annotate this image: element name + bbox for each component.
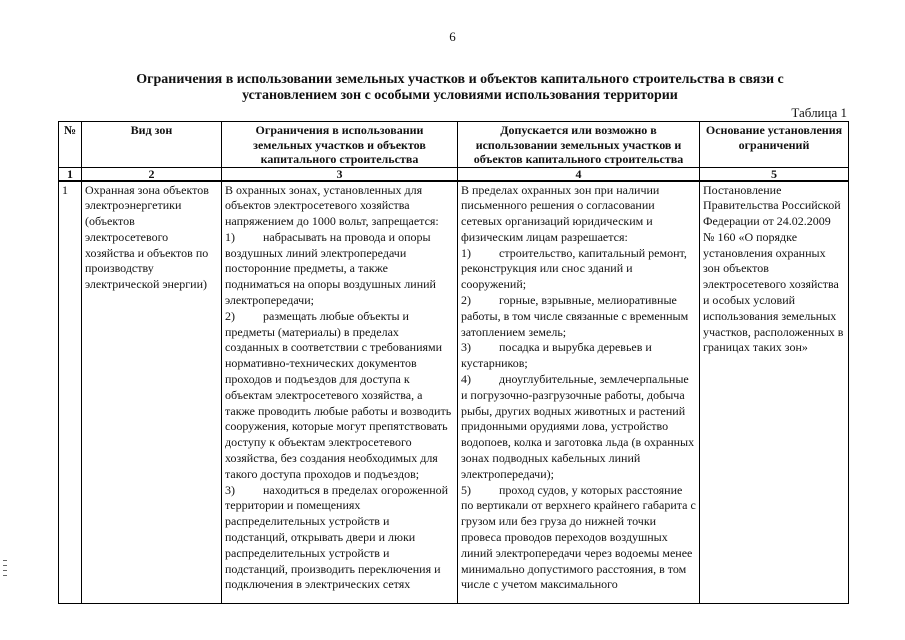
column-number: 1: [59, 167, 82, 181]
row-number: 1: [59, 181, 82, 604]
column-number: 4: [458, 167, 700, 181]
scan-mark: [3, 565, 7, 566]
table-caption: Таблица 1: [791, 105, 847, 120]
restriction-item-number: 3): [225, 482, 235, 497]
restriction-item: [225, 230, 454, 309]
table-row: [59, 181, 849, 604]
restriction-item-number: 2): [225, 308, 235, 323]
allowed-item-text: проход судов, у которых расстояние по вертикали от верхнего крайнего габарита с грузом или без груза до нижней точки провеса проводов переходов воздушных линий электропередачи через водоемы менее минимально допустимого расстояния, в том числе с учетом максимального: [461, 482, 696, 592]
column-number: 3: [222, 167, 458, 181]
header-allowed: Допускается или возможно в использовании земельных участков и объектов капитального строительства: [458, 122, 700, 168]
restriction-item: [225, 483, 454, 594]
basis-cell: Постановление Правительства Российской Федерации от 24.02.2009 № 160 «О порядке установления охранных зон объектов электросетевого хозяйства и особых условий использования земельных участков, расположенных в границах таких зон»: [700, 181, 849, 604]
allowed-intro: В пределах охранных зон при наличии письменного решения о согласовании сетевых организаций юридическим и физическим лицам разрешается:: [461, 182, 660, 244]
zone-type-cell: Охранная зона объектов электроэнергетики (объектов электросетевого хозяйства и объектов по производству электрической энергии): [82, 181, 222, 604]
scan-edge-marks: [3, 560, 7, 590]
allowed-item-number: 1): [461, 245, 471, 260]
restriction-item-number: 1): [225, 229, 235, 244]
restrictions-table: [58, 121, 849, 604]
allowed-item-text: горные, взрывные, мелиоративные работы, в том числе связанные с временным затоплением земель;: [461, 293, 689, 339]
allowed-item: [461, 293, 696, 340]
header-zone-type: Вид зон: [82, 122, 222, 168]
document-title: Ограничения в использовании земельных участков и объектов капитального строительства в связи с установлением зон с особыми условиями использования территории: [136, 72, 784, 103]
allowed-cell: [458, 181, 700, 604]
table-header-row: [59, 122, 849, 168]
header-restrictions: Ограничения в использовании земельных участков и объектов капитального строительства: [222, 122, 458, 168]
allowed-item: [461, 372, 696, 483]
allowed-item-text: дноуглубительные, землечерпальные и погрузочно-разгрузочные работы, добыча рыбы, других водных животных и растений придонными орудиями лова, устройство водопоев, колка и заготовка льда (в охранных зонах подводных кабельных линий электропередачи);: [461, 372, 695, 481]
column-number: 2: [82, 167, 222, 181]
allowed-item-number: 3): [461, 340, 471, 355]
allowed-item: [461, 483, 696, 594]
page-number: 6: [449, 29, 456, 44]
header-basis: Основание установления ограничений: [700, 122, 849, 168]
allowed-item: [461, 246, 696, 293]
allowed-item-number: 2): [461, 293, 471, 308]
scan-mark: [3, 570, 7, 571]
allowed-item-number: 5): [461, 482, 471, 497]
restrictions-intro: В охранных зонах, установленных для объектов электросетевого хозяйства напряжением до 1000 вольт, запрещается:: [225, 182, 439, 229]
restriction-item-text: находиться в пределах огороженной территории и помещениях распределительных устройств и подстанций, открывать двери и люки распределительных устройств и подстанций, производить переключения и подключения в электрических сетях: [225, 482, 449, 592]
allowed-item: [461, 340, 696, 372]
scan-mark: [3, 575, 7, 576]
scan-mark: [3, 560, 7, 561]
allowed-item-text: строительство, капитальный ремонт, реконструкция или снос зданий и сооружений;: [461, 245, 687, 292]
restrictions-cell: [222, 181, 458, 604]
restriction-item-text: набрасывать на провода и опоры воздушных линий электропередачи посторонние предметы, а также подниматься на опоры воздушных линий электропередачи;: [225, 229, 436, 308]
allowed-item-text: посадка и вырубка деревьев и кустарников;: [461, 340, 652, 371]
column-number: 5: [700, 167, 849, 181]
allowed-item-number: 4): [461, 372, 471, 387]
restriction-item-text: размещать любые объекты и предметы (материалы) в пределах созданных в соответствии с требованиями нормативно-технических документов проходов и подъездов для доступа к объектам электросетевого хозяйства, а также проводить любые работы и возводить сооружения, которые могут препятствовать доступу к объектам электросетевого хозяйства, без создания необходимых для такого доступа проходов и подъездов;: [225, 308, 452, 481]
column-number-row: [59, 167, 849, 181]
header-number: №: [59, 122, 82, 168]
restriction-item: [225, 309, 454, 483]
